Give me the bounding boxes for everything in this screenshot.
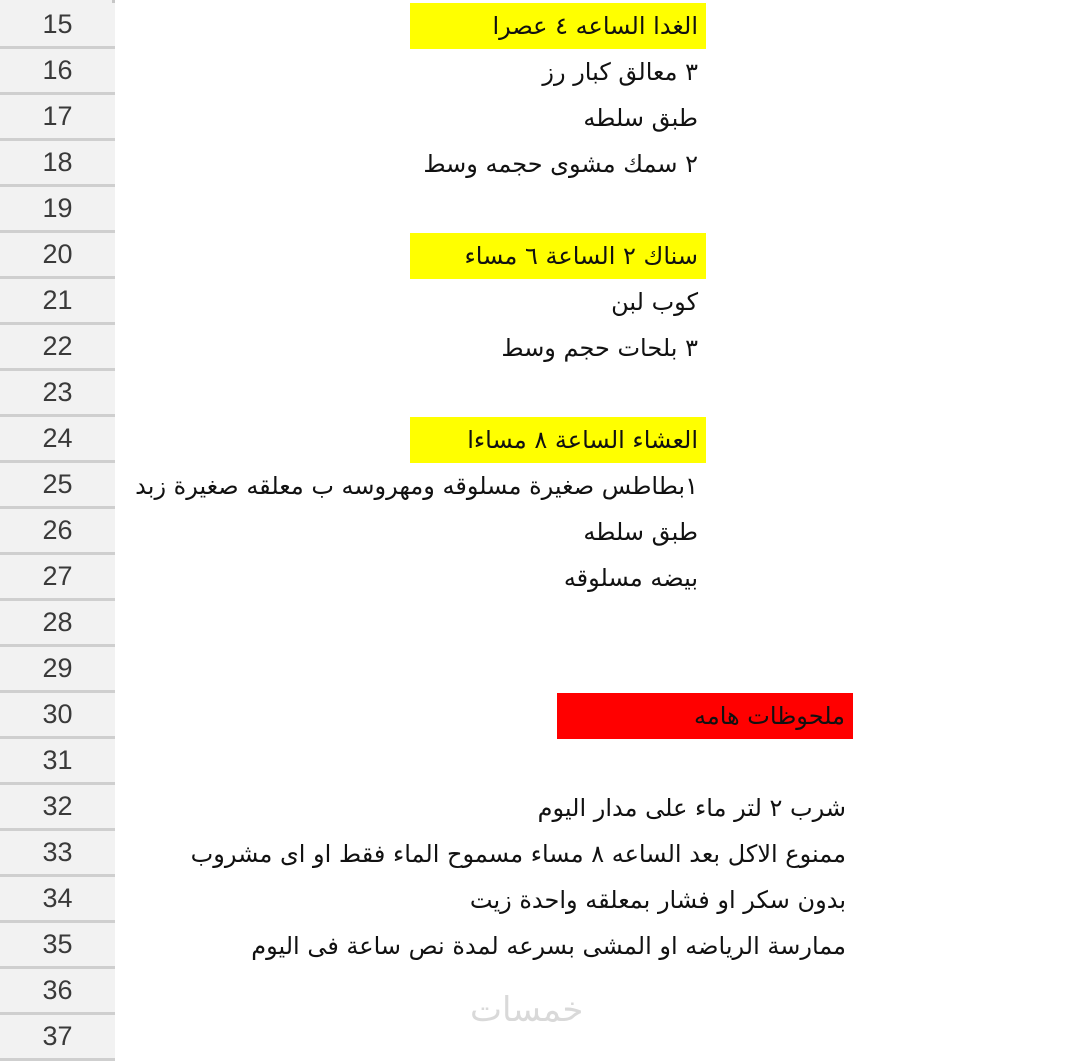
row-number[interactable]: 30	[0, 693, 115, 739]
row-number[interactable]: 23	[0, 371, 115, 417]
row-number[interactable]: 19	[0, 187, 115, 233]
meal-item-cell[interactable]: طبق سلطه	[583, 518, 698, 546]
meal-header-cell[interactable]: العشاء الساعة ٨ مساءا	[410, 417, 706, 463]
note-cell[interactable]: شرب ٢ لتر ماء على مدار اليوم	[537, 794, 846, 822]
row-number[interactable]: 25	[0, 463, 115, 509]
row-number[interactable]: 27	[0, 555, 115, 601]
meal-item-cell[interactable]: ٣ معالق كبار رز	[542, 58, 698, 86]
spreadsheet-row	[0, 141, 1080, 187]
meal-item-cell[interactable]: كوب لبن	[611, 288, 698, 316]
spreadsheet-row	[0, 785, 1080, 831]
spreadsheet-row	[0, 601, 1080, 647]
watermark-logo: خمسات	[470, 990, 584, 1030]
note-cell[interactable]: ممنوع الاكل بعد الساعه ٨ مساء مسموح الماء فقط او اى مشروب	[190, 840, 846, 868]
spreadsheet-row	[0, 371, 1080, 417]
row-number[interactable]: 35	[0, 923, 115, 969]
row-number[interactable]: 31	[0, 739, 115, 785]
meal-item-cell[interactable]: بيضه مسلوقه	[563, 564, 698, 592]
row-number[interactable]: 32	[0, 785, 115, 831]
row-number[interactable]: 15	[0, 3, 115, 49]
spreadsheet-row	[0, 49, 1080, 95]
note-cell[interactable]: ممارسة الرياضه او المشى بسرعه لمدة نص ساعة فى اليوم	[251, 932, 846, 960]
spreadsheet-row	[0, 555, 1080, 601]
spreadsheet-row	[0, 509, 1080, 555]
spreadsheet-row	[0, 187, 1080, 233]
row-number[interactable]: 34	[0, 877, 115, 923]
row-number[interactable]: 21	[0, 279, 115, 325]
row-number[interactable]: 37	[0, 1015, 115, 1061]
meal-item-cell[interactable]: طبق سلطه	[583, 104, 698, 132]
spreadsheet-row	[0, 647, 1080, 693]
note-cell[interactable]: بدون سكر او فشار بمعلقه واحدة زيت	[469, 886, 846, 914]
row-number[interactable]: 36	[0, 969, 115, 1015]
meal-header-cell[interactable]: الغدا الساعه ٤ عصرا	[410, 3, 706, 49]
meal-header-cell[interactable]: سناك ٢ الساعة ٦ مساء	[410, 233, 706, 279]
row-number[interactable]: 33	[0, 831, 115, 877]
row-number[interactable]: 26	[0, 509, 115, 555]
meal-item-cell[interactable]: ٢ سمك مشوى حجمه وسط	[423, 150, 698, 178]
spreadsheet-row	[0, 279, 1080, 325]
row-number[interactable]: 29	[0, 647, 115, 693]
row-number[interactable]: 20	[0, 233, 115, 279]
row-number[interactable]: 24	[0, 417, 115, 463]
spreadsheet-row	[0, 417, 1080, 463]
spreadsheet-row	[0, 739, 1080, 785]
spreadsheet-row	[0, 325, 1080, 371]
row-number[interactable]: 22	[0, 325, 115, 371]
meal-item-cell[interactable]: ٣ بلحات حجم وسط	[501, 334, 698, 362]
spreadsheet-row	[0, 233, 1080, 279]
spreadsheet-row	[0, 923, 1080, 969]
notes-header-cell[interactable]: ملحوظات هامه	[557, 693, 853, 739]
row-number[interactable]: 16	[0, 49, 115, 95]
row-number[interactable]: 17	[0, 95, 115, 141]
spreadsheet-row	[0, 877, 1080, 923]
row-number[interactable]: 28	[0, 601, 115, 647]
spreadsheet-row	[0, 3, 1080, 49]
spreadsheet-row	[0, 831, 1080, 877]
row-number[interactable]: 18	[0, 141, 115, 187]
spreadsheet-row	[0, 463, 1080, 509]
spreadsheet-row	[0, 95, 1080, 141]
spreadsheet-row	[0, 693, 1080, 739]
meal-item-cell[interactable]: ١بطاطس صغيرة مسلوقه ومهروسه ب معلقه صغيرة زبد	[135, 472, 698, 500]
